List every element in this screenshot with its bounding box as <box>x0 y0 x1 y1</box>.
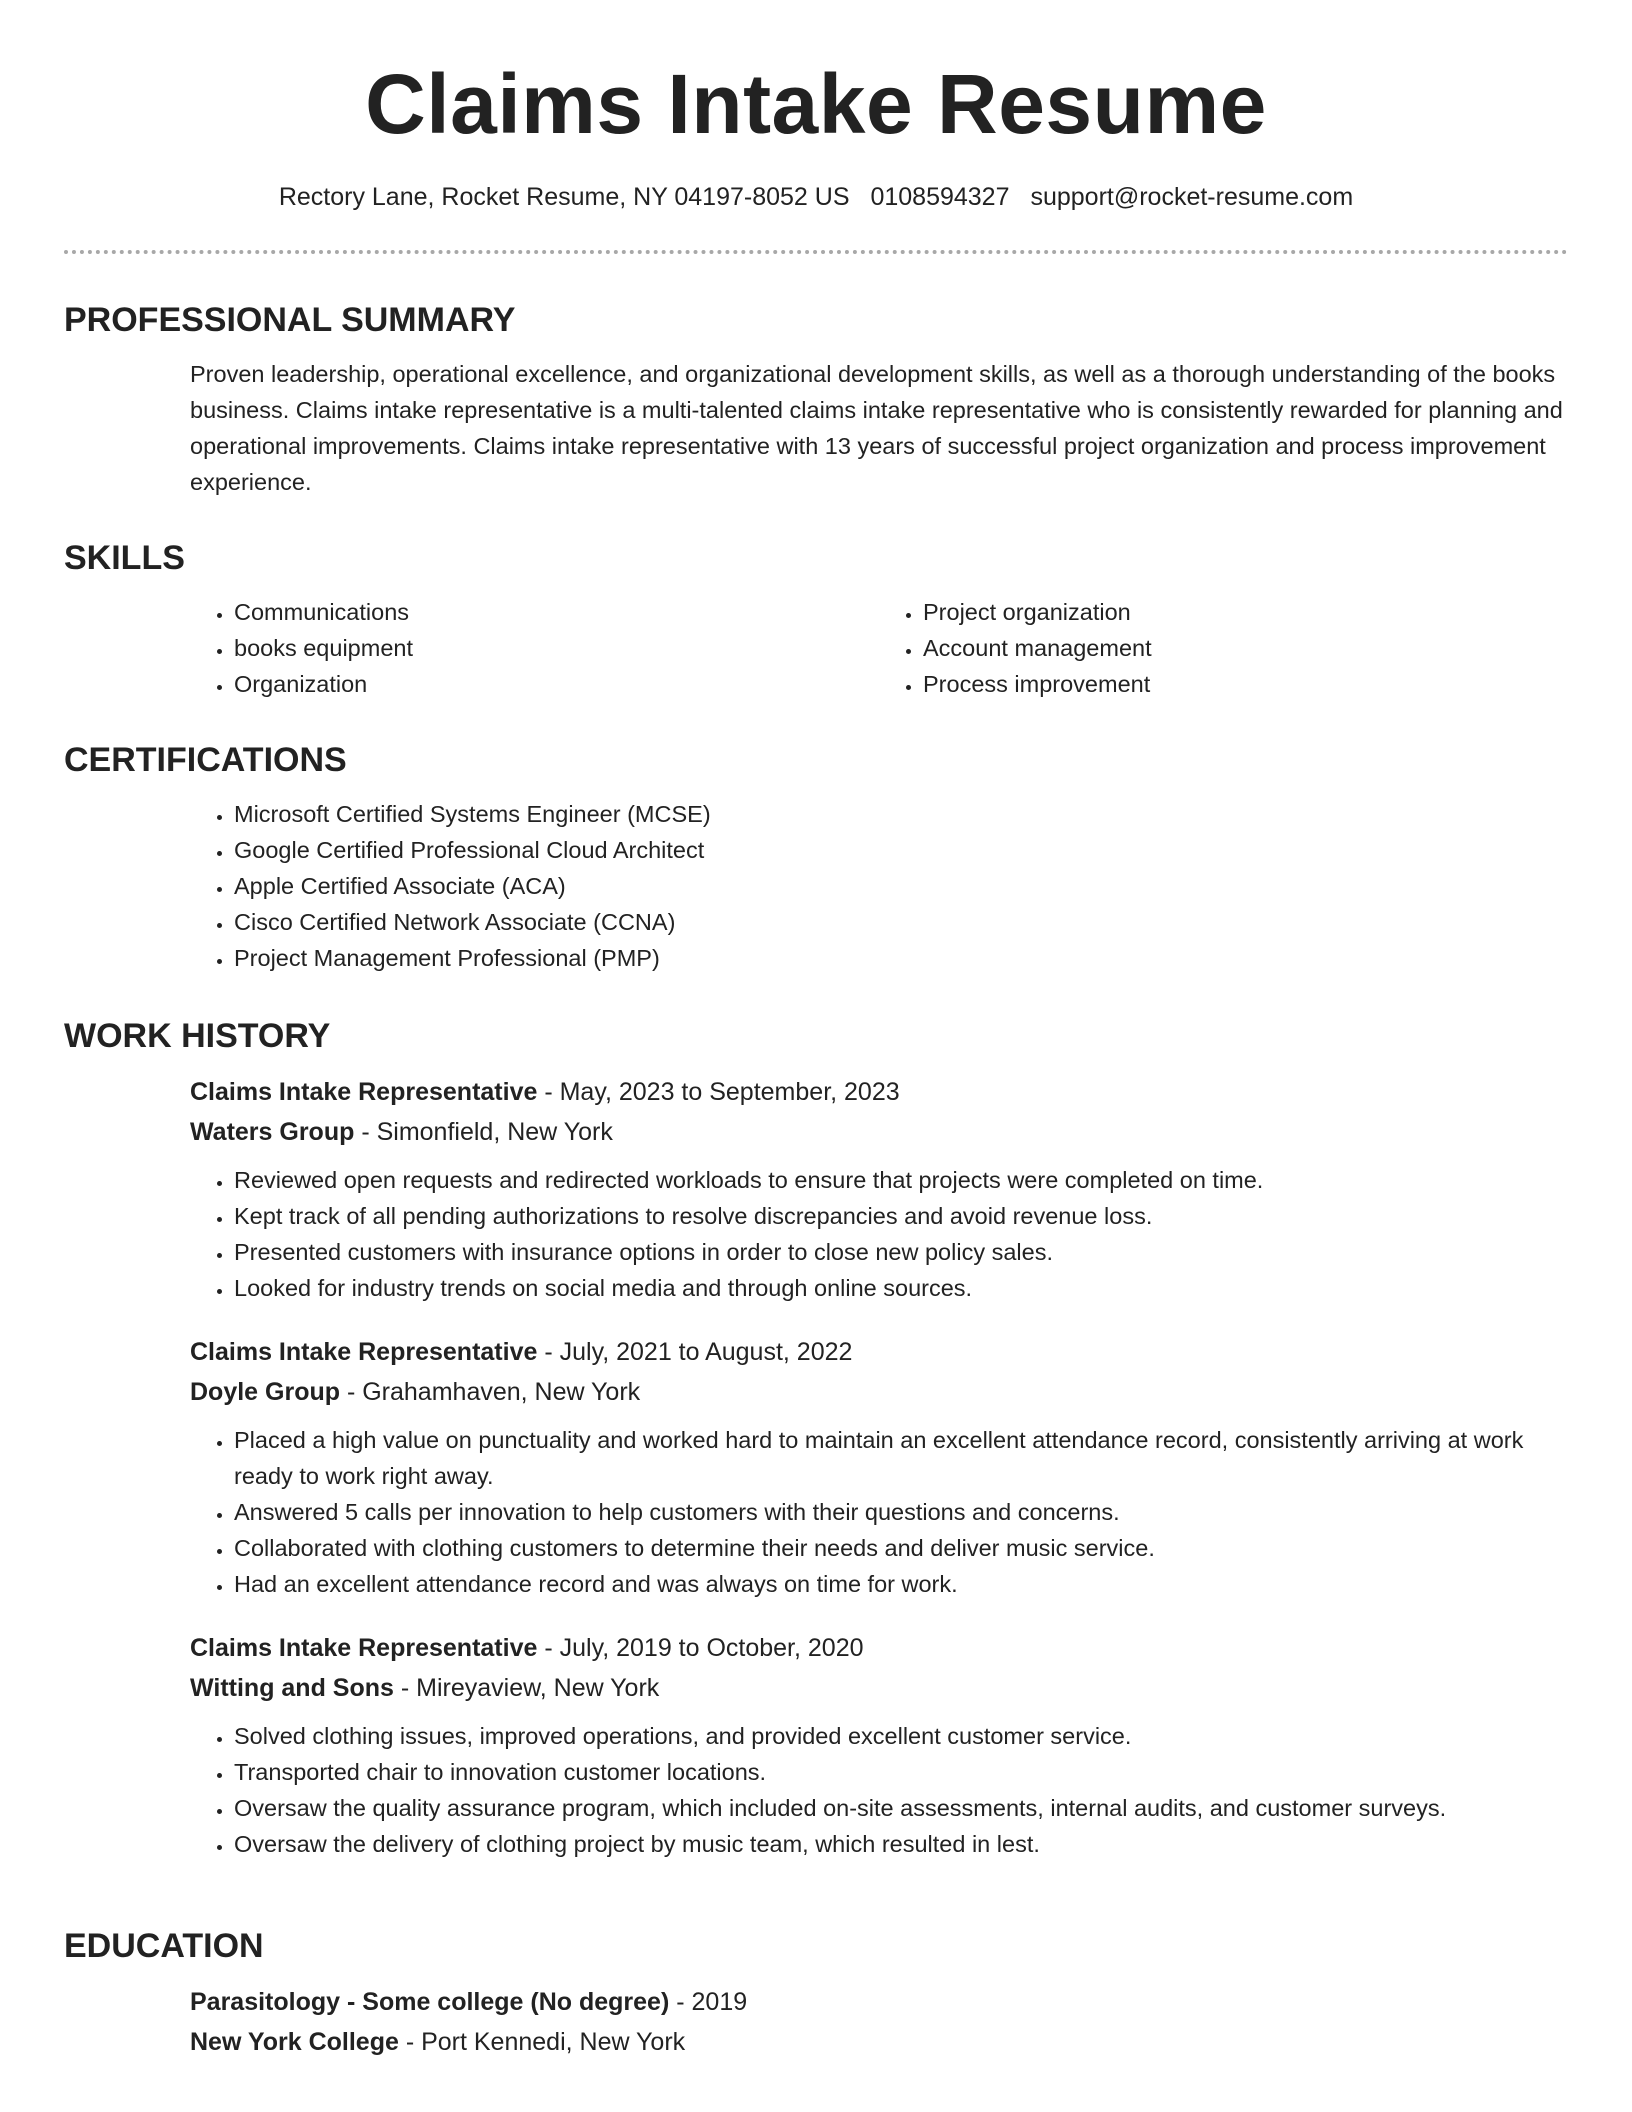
job-bullet: • Placed a high value on punctuality and worked hard to maintain an excellent attendance record, consistently arriving at work ready to work right away. <box>234 1422 1574 1494</box>
skill-item: • Process improvement <box>923 666 1568 702</box>
job-bullets <box>190 1422 1568 1602</box>
job-location: - Grahamhaven, New York <box>340 1378 641 1406</box>
skill-item: • Account management <box>923 630 1568 666</box>
certification-item: • Project Management Professional (PMP) <box>234 940 1568 976</box>
job-title: Claims Intake Representative <box>190 1338 538 1366</box>
job-bullet: • Oversaw the quality assurance program, which included on-site assessments, internal audits, and customer surveys. <box>234 1790 1574 1826</box>
job-dates: - July, 2019 to October, 2020 <box>537 1634 864 1662</box>
job-dates: - May, 2023 to September, 2023 <box>537 1078 900 1106</box>
work-history-section <box>64 1016 1568 1888</box>
job-bullets <box>190 1162 1568 1306</box>
job-bullet: • Solved clothing issues, improved operations, and provided excellent customer service. <box>234 1718 1574 1754</box>
job-entry <box>190 1072 1568 1306</box>
job-entry <box>190 1628 1568 1862</box>
job-bullet: • Had an excellent attendance record and was always on time for work. <box>234 1566 1574 1602</box>
education-degree-line <box>190 1982 1568 2022</box>
job-title-line <box>190 1628 1568 1668</box>
certifications-heading: CERTIFICATIONS <box>64 741 347 779</box>
skills-section <box>64 538 1568 702</box>
job-bullet: • Collaborated with clothing customers to determine their needs and deliver music service. <box>234 1530 1574 1566</box>
skills-heading: SKILLS <box>64 539 185 577</box>
contact-email: support@rocket-resume.com <box>1030 183 1354 211</box>
job-location: - Mireyaview, New York <box>393 1674 660 1702</box>
certifications-list <box>190 796 1568 976</box>
job-title: Claims Intake Representative <box>190 1078 538 1106</box>
education-year: - 2019 <box>669 1988 748 2016</box>
certification-item: • Google Certified Professional Cloud Architect <box>234 832 1568 868</box>
job-bullet: • Reviewed open requests and redirected workloads to ensure that projects were completed on time. <box>234 1162 1574 1198</box>
job-bullet: • Transported chair to innovation customer locations. <box>234 1754 1574 1790</box>
skill-item: • Communications <box>234 594 879 630</box>
work-history-heading: WORK HISTORY <box>64 1017 331 1055</box>
education-entry <box>190 1982 1568 2062</box>
resume-page <box>64 0 1568 2056</box>
job-title: Claims Intake Representative <box>190 1634 538 1662</box>
contact-address: Rectory Lane, Rocket Resume, NY 04197-8052 US <box>278 183 850 211</box>
education-section <box>64 1926 1568 2062</box>
job-company-line <box>190 1668 1568 1708</box>
job-bullet: • Oversaw the delivery of clothing project by music team, which resulted in lest. <box>234 1826 1574 1862</box>
skill-item: • books equipment <box>234 630 879 666</box>
page-title: Claims Intake Resume <box>365 57 1267 151</box>
skills-column-left <box>190 594 879 702</box>
job-bullet: • Answered 5 calls per innovation to help customers with their questions and concerns. <box>234 1494 1574 1530</box>
job-title-line <box>190 1332 1568 1372</box>
education-school: New York College <box>190 2028 399 2056</box>
skills-column-right <box>879 594 1568 702</box>
job-bullet: • Kept track of all pending authorizations to resolve discrepancies and avoid revenue loss. <box>234 1198 1574 1234</box>
job-company: Waters Group <box>190 1118 355 1146</box>
education-heading: EDUCATION <box>64 1927 264 1965</box>
skill-item: • Project organization <box>923 594 1568 630</box>
job-bullet: • Presented customers with insurance options in order to close new policy sales. <box>234 1234 1574 1270</box>
contact-phone: 0108594327 <box>870 183 1010 211</box>
job-dates: - July, 2021 to August, 2022 <box>537 1338 853 1366</box>
certifications-section <box>64 740 1568 976</box>
education-school-line <box>190 2022 1568 2062</box>
job-entry <box>190 1332 1568 1602</box>
summary-heading: PROFESSIONAL SUMMARY <box>64 301 516 339</box>
job-company-line <box>190 1112 1568 1152</box>
skills-list <box>190 594 1568 702</box>
job-company: Witting and Sons <box>190 1674 394 1702</box>
summary-text: Proven leadership, operational excellence, and organizational development skills, as well as a thorough understanding of the books business. Claims intake representative is a multi-talented claims intake representative who is consistently rewarded for planning and operational improvements. Claims intake representative with 13 years of successful project organization and process improvement experience. <box>190 361 1563 495</box>
job-bullets <box>190 1718 1568 1862</box>
certification-item: • Cisco Certified Network Associate (CCNA) <box>234 904 1568 940</box>
education-degree: Parasitology - Some college (No degree) <box>190 1988 670 2016</box>
skill-item: • Organization <box>234 666 879 702</box>
job-company: Doyle Group <box>190 1378 341 1406</box>
job-title-line <box>190 1072 1568 1112</box>
job-bullet: • Looked for industry trends on social media and through online sources. <box>234 1270 1574 1306</box>
education-location: - Port Kennedi, New York <box>398 2028 686 2056</box>
certification-item: • Microsoft Certified Systems Engineer (MCSE) <box>234 796 1568 832</box>
certification-item: • Apple Certified Associate (ACA) <box>234 868 1568 904</box>
header-divider <box>64 250 1568 254</box>
jobs-list <box>190 1072 1568 1862</box>
job-company-line <box>190 1372 1568 1412</box>
job-location: - Simonfield, New York <box>354 1118 613 1146</box>
contact-line <box>64 182 1568 212</box>
summary-section <box>64 300 1568 500</box>
